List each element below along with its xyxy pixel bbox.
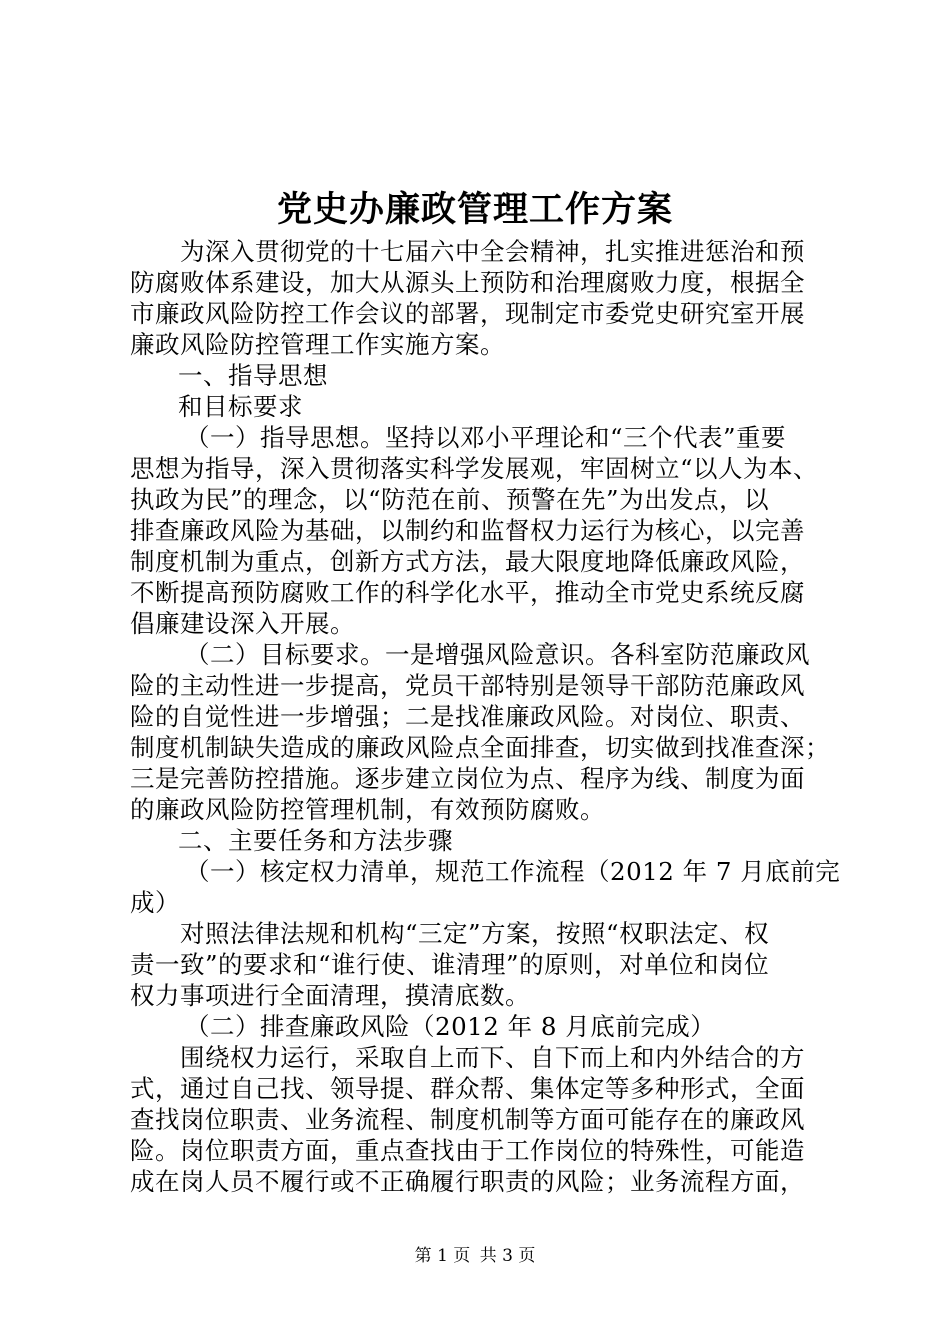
paragraph-line: 执政为民”的理念，以“防范在前、预警在先”为出发点，以 bbox=[130, 485, 770, 514]
subsection-heading-continuation: 成） bbox=[130, 888, 180, 917]
paragraph-line: 成在岗人员不履行或不正确履行职责的风险；业务流程方面， bbox=[130, 1167, 805, 1196]
paragraph-line: 制度机制为重点，创新方式方法，最大限度地降低廉政风险， bbox=[130, 547, 805, 576]
paragraph-line: 的廉政风险防控管理机制，有效预防腐败。 bbox=[130, 795, 605, 824]
document-body bbox=[130, 236, 841, 1197]
paragraph-line: 不断提高预防腐败工作的科学化水平，推动全市党史系统反腐 bbox=[130, 578, 805, 607]
paragraph-line: 围绕权力运行，采取自上而下、自下而上和内外结合的方 bbox=[180, 1043, 805, 1072]
document-title: 党史办廉政管理工作方案 bbox=[276, 189, 673, 230]
paragraph-line: 险的主动性进一步提高，党员干部特别是领导干部防范廉政风 bbox=[130, 671, 805, 700]
paragraph-line: 三是完善防控措施。逐步建立岗位为点、程序为线、制度为面 bbox=[130, 764, 805, 793]
paragraph-line: 权力事项进行全面清理，摸清底数。 bbox=[130, 981, 530, 1010]
paragraph-line: （一）指导思想。坚持以邓小平理论和“三个代表”重要 bbox=[185, 423, 787, 452]
section-heading: 二、主要任务和方法步骤 bbox=[178, 826, 453, 855]
paragraph-line: 对照法律法规和机构“三定”方案，按照“权职法定、权 bbox=[180, 919, 770, 948]
paragraph-line: 险。岗位职责方面，重点查找由于工作岗位的特殊性，可能造 bbox=[130, 1136, 805, 1165]
paragraph-line: 思想为指导，深入贯彻落实科学发展观，牢固树立“以人为本、 bbox=[130, 454, 819, 483]
paragraph-line: 责一致”的要求和“谁行使、谁清理”的原则，对单位和岗位 bbox=[130, 950, 770, 979]
section-heading-continuation: 和目标要求 bbox=[178, 392, 303, 421]
page-number: 第 1 页 bbox=[414, 1246, 471, 1266]
paragraph-line: 倡廉建设深入开展。 bbox=[130, 609, 355, 638]
section-heading: 一、指导思想 bbox=[178, 361, 328, 390]
paragraph-line: （二）目标要求。一是增强风险意识。各科室防范廉政风 bbox=[185, 640, 810, 669]
paragraph-line: 制度机制缺失造成的廉政风险点全面排查，切实做到找准查深； bbox=[130, 733, 830, 762]
page-footer bbox=[0, 1244, 950, 1268]
paragraph-line: 市廉政风险防控工作会议的部署，现制定市委党史研究室开展 bbox=[130, 299, 805, 328]
paragraph-line: 为深入贯彻党的十七届六中全会精神，扎实推进惩治和预 bbox=[180, 237, 805, 266]
paragraph-line: 廉政风险防控管理工作实施方案。 bbox=[130, 330, 505, 359]
paragraph-line: 排查廉政风险为基础，以制约和监督权力运行为核心，以完善 bbox=[130, 516, 805, 545]
page-total: 共 3 页 bbox=[479, 1246, 536, 1266]
paragraph-line: 险的自觉性进一步增强；二是找准廉政风险。对岗位、职责、 bbox=[130, 702, 805, 731]
paragraph-line: 查找岗位职责、业务流程、制度机制等方面可能存在的廉政风 bbox=[130, 1105, 805, 1134]
paragraph-line: 防腐败体系建设，加大从源头上预防和治理腐败力度，根据全 bbox=[130, 268, 805, 297]
subsection-heading: （一）核定权力清单，规范工作流程（2012 年 7 月底前完 bbox=[185, 857, 841, 886]
paragraph-line: 式，通过自己找、领导提、群众帮、集体定等多种形式，全面 bbox=[130, 1074, 805, 1103]
subsection-heading: （二）排查廉政风险（2012 年 8 月底前完成） bbox=[185, 1012, 716, 1041]
